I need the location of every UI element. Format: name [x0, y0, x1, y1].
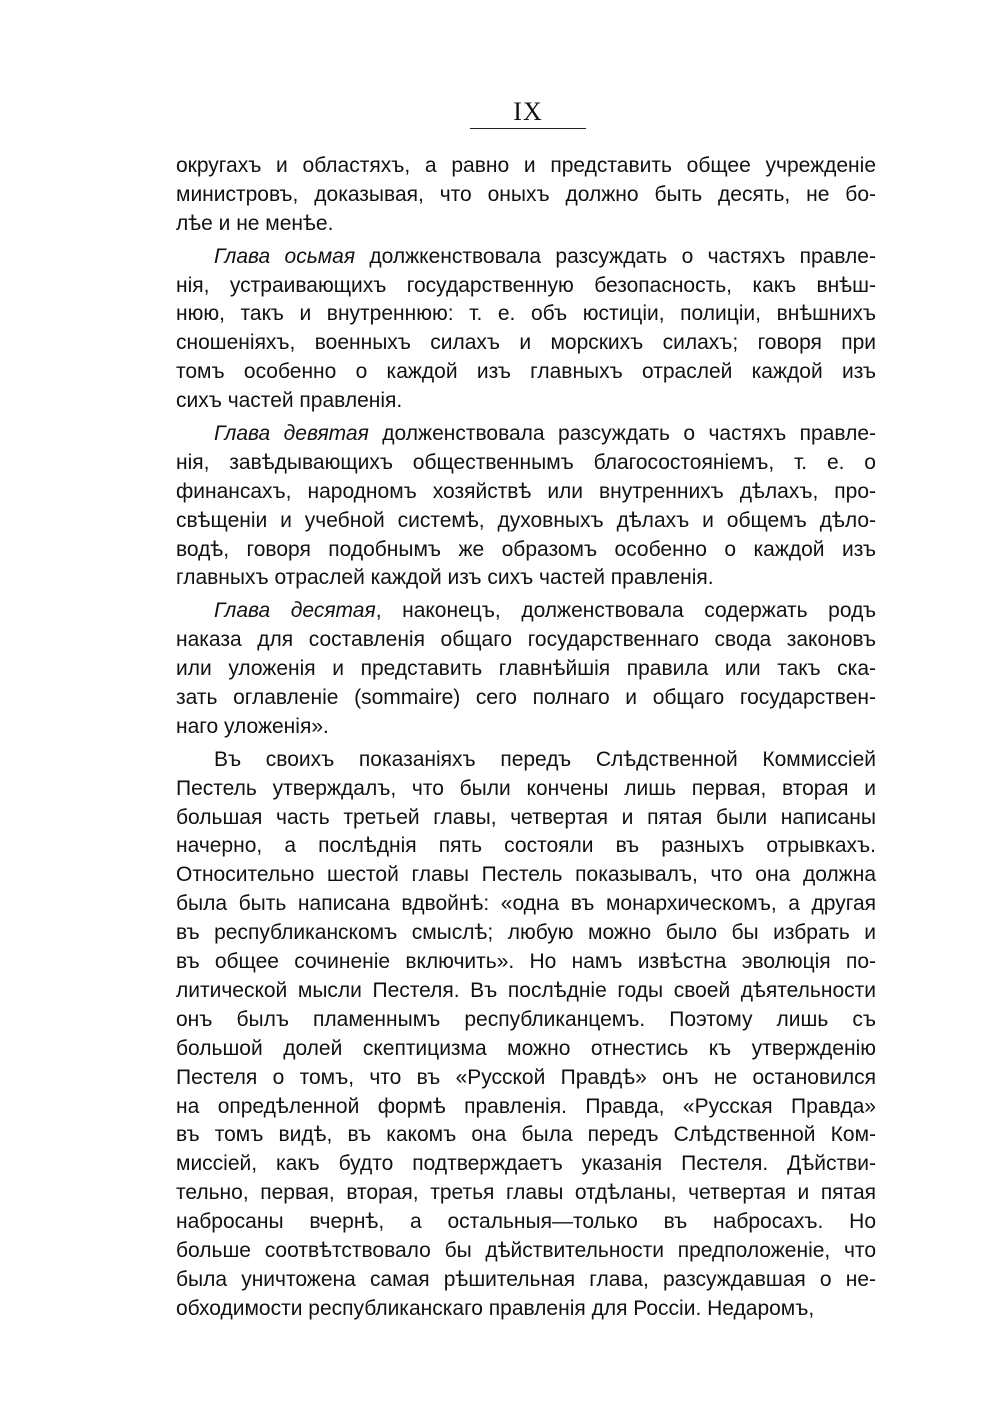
text-line — [176, 626, 876, 655]
text-line — [176, 1179, 876, 1208]
line-text: начерно, а послѣднія пять состояли въ разныхъ отрывкахъ. — [176, 834, 876, 858]
line-text: Относительно шестой главы Пестель показывалъ, что она должна — [176, 863, 876, 887]
text-line — [176, 358, 876, 387]
line-text: Пестель утверждалъ, что были кончены лишь первая, вторая и — [176, 776, 876, 800]
paragraph — [176, 746, 876, 1324]
line-text: въ томъ видѣ, въ какомъ она была передъ Слѣдственной Ком- — [176, 1123, 876, 1147]
text-line — [176, 1237, 876, 1266]
line-text: водѣ, говоря подобнымъ же образомъ особенно о каждой изъ — [176, 537, 876, 561]
text-line — [176, 1006, 876, 1035]
text-line — [176, 1121, 876, 1150]
line-text: была быть написана вдвойнѣ: «одна въ монархическомъ, а другая — [176, 892, 876, 916]
line-text: набросаны вчернѣ, а остальныя—только въ набросахъ. Но — [176, 1210, 876, 1234]
line-text: Въ своихъ показаніяхъ передъ Слѣдственной Коммиссіей — [214, 747, 876, 771]
line-text: , наконецъ, долженствовала содержать родъ — [375, 599, 876, 623]
line-text: свѣщеніи и учебной системѣ, духовныхъ дѣлахъ и общемъ дѣло- — [176, 508, 876, 532]
line-text: лѣе и не менѣе. — [176, 211, 334, 235]
line-text: на опредѣленной формѣ правленія. Правда, «Русская Правда» — [176, 1094, 876, 1118]
text-line — [176, 1150, 876, 1179]
line-text: нія, устраивающихъ государственную безопасность, какъ внѣш- — [176, 273, 876, 297]
line-text: сихъ частей правленія. — [176, 389, 403, 413]
text-line — [176, 655, 876, 684]
text-line — [176, 329, 876, 358]
text-line — [176, 1208, 876, 1237]
page-body — [176, 152, 876, 1328]
line-text: министровъ, доказывая, что оныхъ должно быть десять, не бо- — [176, 182, 876, 206]
text-line — [176, 1035, 876, 1064]
header-rule — [470, 128, 586, 129]
chapter-title: Глава осьмая — [214, 244, 356, 268]
text-line — [176, 1064, 876, 1093]
text-line — [176, 1295, 876, 1324]
text-line — [176, 832, 876, 861]
text-line — [176, 449, 876, 478]
chapter-title: Глава десятая — [214, 599, 376, 623]
line-text: или уложенія и представить главнѣйшія правила или такъ ска- — [176, 657, 876, 681]
line-text: долженствовала разсуждать о частяхъ правле- — [382, 422, 876, 446]
text-line — [176, 890, 876, 919]
text-line — [176, 919, 876, 948]
text-line — [176, 775, 876, 804]
line-text: въ общее сочиненіе включить». Но намъ извѣстна эволюція по- — [176, 950, 876, 974]
line-text: нюю, такъ и внутреннюю: т. е. объ юстиціи, полиціи, внѣшнихъ — [176, 302, 876, 326]
text-line — [176, 272, 876, 301]
paragraph — [176, 420, 876, 593]
text-line — [176, 1266, 876, 1295]
text-line — [176, 861, 876, 890]
text-line — [176, 243, 876, 272]
line-text: должкенствовала разсуждать о частяхъ правле- — [369, 244, 876, 268]
text-line — [176, 300, 876, 329]
chapter-title: Глава девятая — [214, 422, 369, 446]
text-line — [176, 684, 876, 713]
text-line — [176, 977, 876, 1006]
line-text: онъ былъ пламеннымъ республиканцемъ. Поэтому лишь съ — [176, 1007, 876, 1031]
line-text: большой долей скептицизма можно отнестись къ утвержденію — [176, 1036, 876, 1060]
line-text: главныхъ отраслей каждой изъ сихъ частей правленія. — [176, 566, 714, 590]
line-text: нія, завѣдывающихъ общественнымъ благосостояніемъ, т. е. о — [176, 450, 876, 474]
text-line — [176, 746, 876, 775]
line-text: Пестеля о томъ, что въ «Русской Правдѣ» онъ не остановился — [176, 1065, 876, 1089]
text-line — [176, 597, 876, 626]
line-text: большая часть третьей главы, четвертая и пятая были написаны — [176, 805, 876, 829]
page-header — [470, 97, 586, 129]
text-line — [176, 387, 876, 416]
text-line — [176, 507, 876, 536]
text-line — [176, 420, 876, 449]
paragraph — [176, 597, 876, 741]
line-text: тельно, первая, вторая, третья главы отдѣланы, четвертая и пятая — [176, 1181, 876, 1205]
text-line — [176, 804, 876, 833]
paragraph — [176, 243, 876, 416]
line-text: наго уложенія». — [176, 714, 329, 738]
line-text: наказа для составленія общаго государственнаго свода законовъ — [176, 628, 876, 652]
text-line — [176, 948, 876, 977]
line-text: миссіей, какъ будто подтверждаетъ указанія Пестеля. Дѣйстви- — [176, 1152, 876, 1176]
line-text: зать оглавленіе (sommaire) сего полнаго и общаго государствен- — [176, 686, 876, 710]
line-text: въ республиканскомъ смыслѣ; любую можно было бы избрать и — [176, 921, 876, 945]
line-text: больше соотвѣтствовало бы дѣйствительности предположеніе, что — [176, 1238, 876, 1262]
line-text: была уничтожена самая рѣшительная глава, разсуждавшая о не- — [176, 1267, 876, 1291]
line-text: округахъ и областяхъ, а равно и представить общее учрежденіе — [176, 154, 876, 177]
paragraph — [176, 152, 876, 239]
line-text: обходимости республиканскаго правленія для Россіи. Недаромъ, — [176, 1296, 815, 1320]
page-number: IX — [513, 97, 543, 126]
text-line — [176, 564, 876, 593]
text-line — [176, 210, 876, 239]
text-line — [176, 181, 876, 210]
line-text: финансахъ, народномъ хозяйствѣ или внутреннихъ дѣлахъ, про- — [176, 479, 876, 503]
text-line — [176, 536, 876, 565]
line-text: литической мысли Пестеля. Въ послѣдніе годы своей дѣятельности — [176, 978, 876, 1002]
text-line — [176, 1093, 876, 1122]
line-text: сношеніяхъ, военныхъ силахъ и морскихъ силахъ; говоря при — [176, 331, 876, 355]
line-text: томъ особенно о каждой изъ главныхъ отраслей каждой изъ — [176, 360, 876, 384]
text-line — [176, 713, 876, 742]
text-line — [176, 152, 876, 181]
text-line — [176, 478, 876, 507]
